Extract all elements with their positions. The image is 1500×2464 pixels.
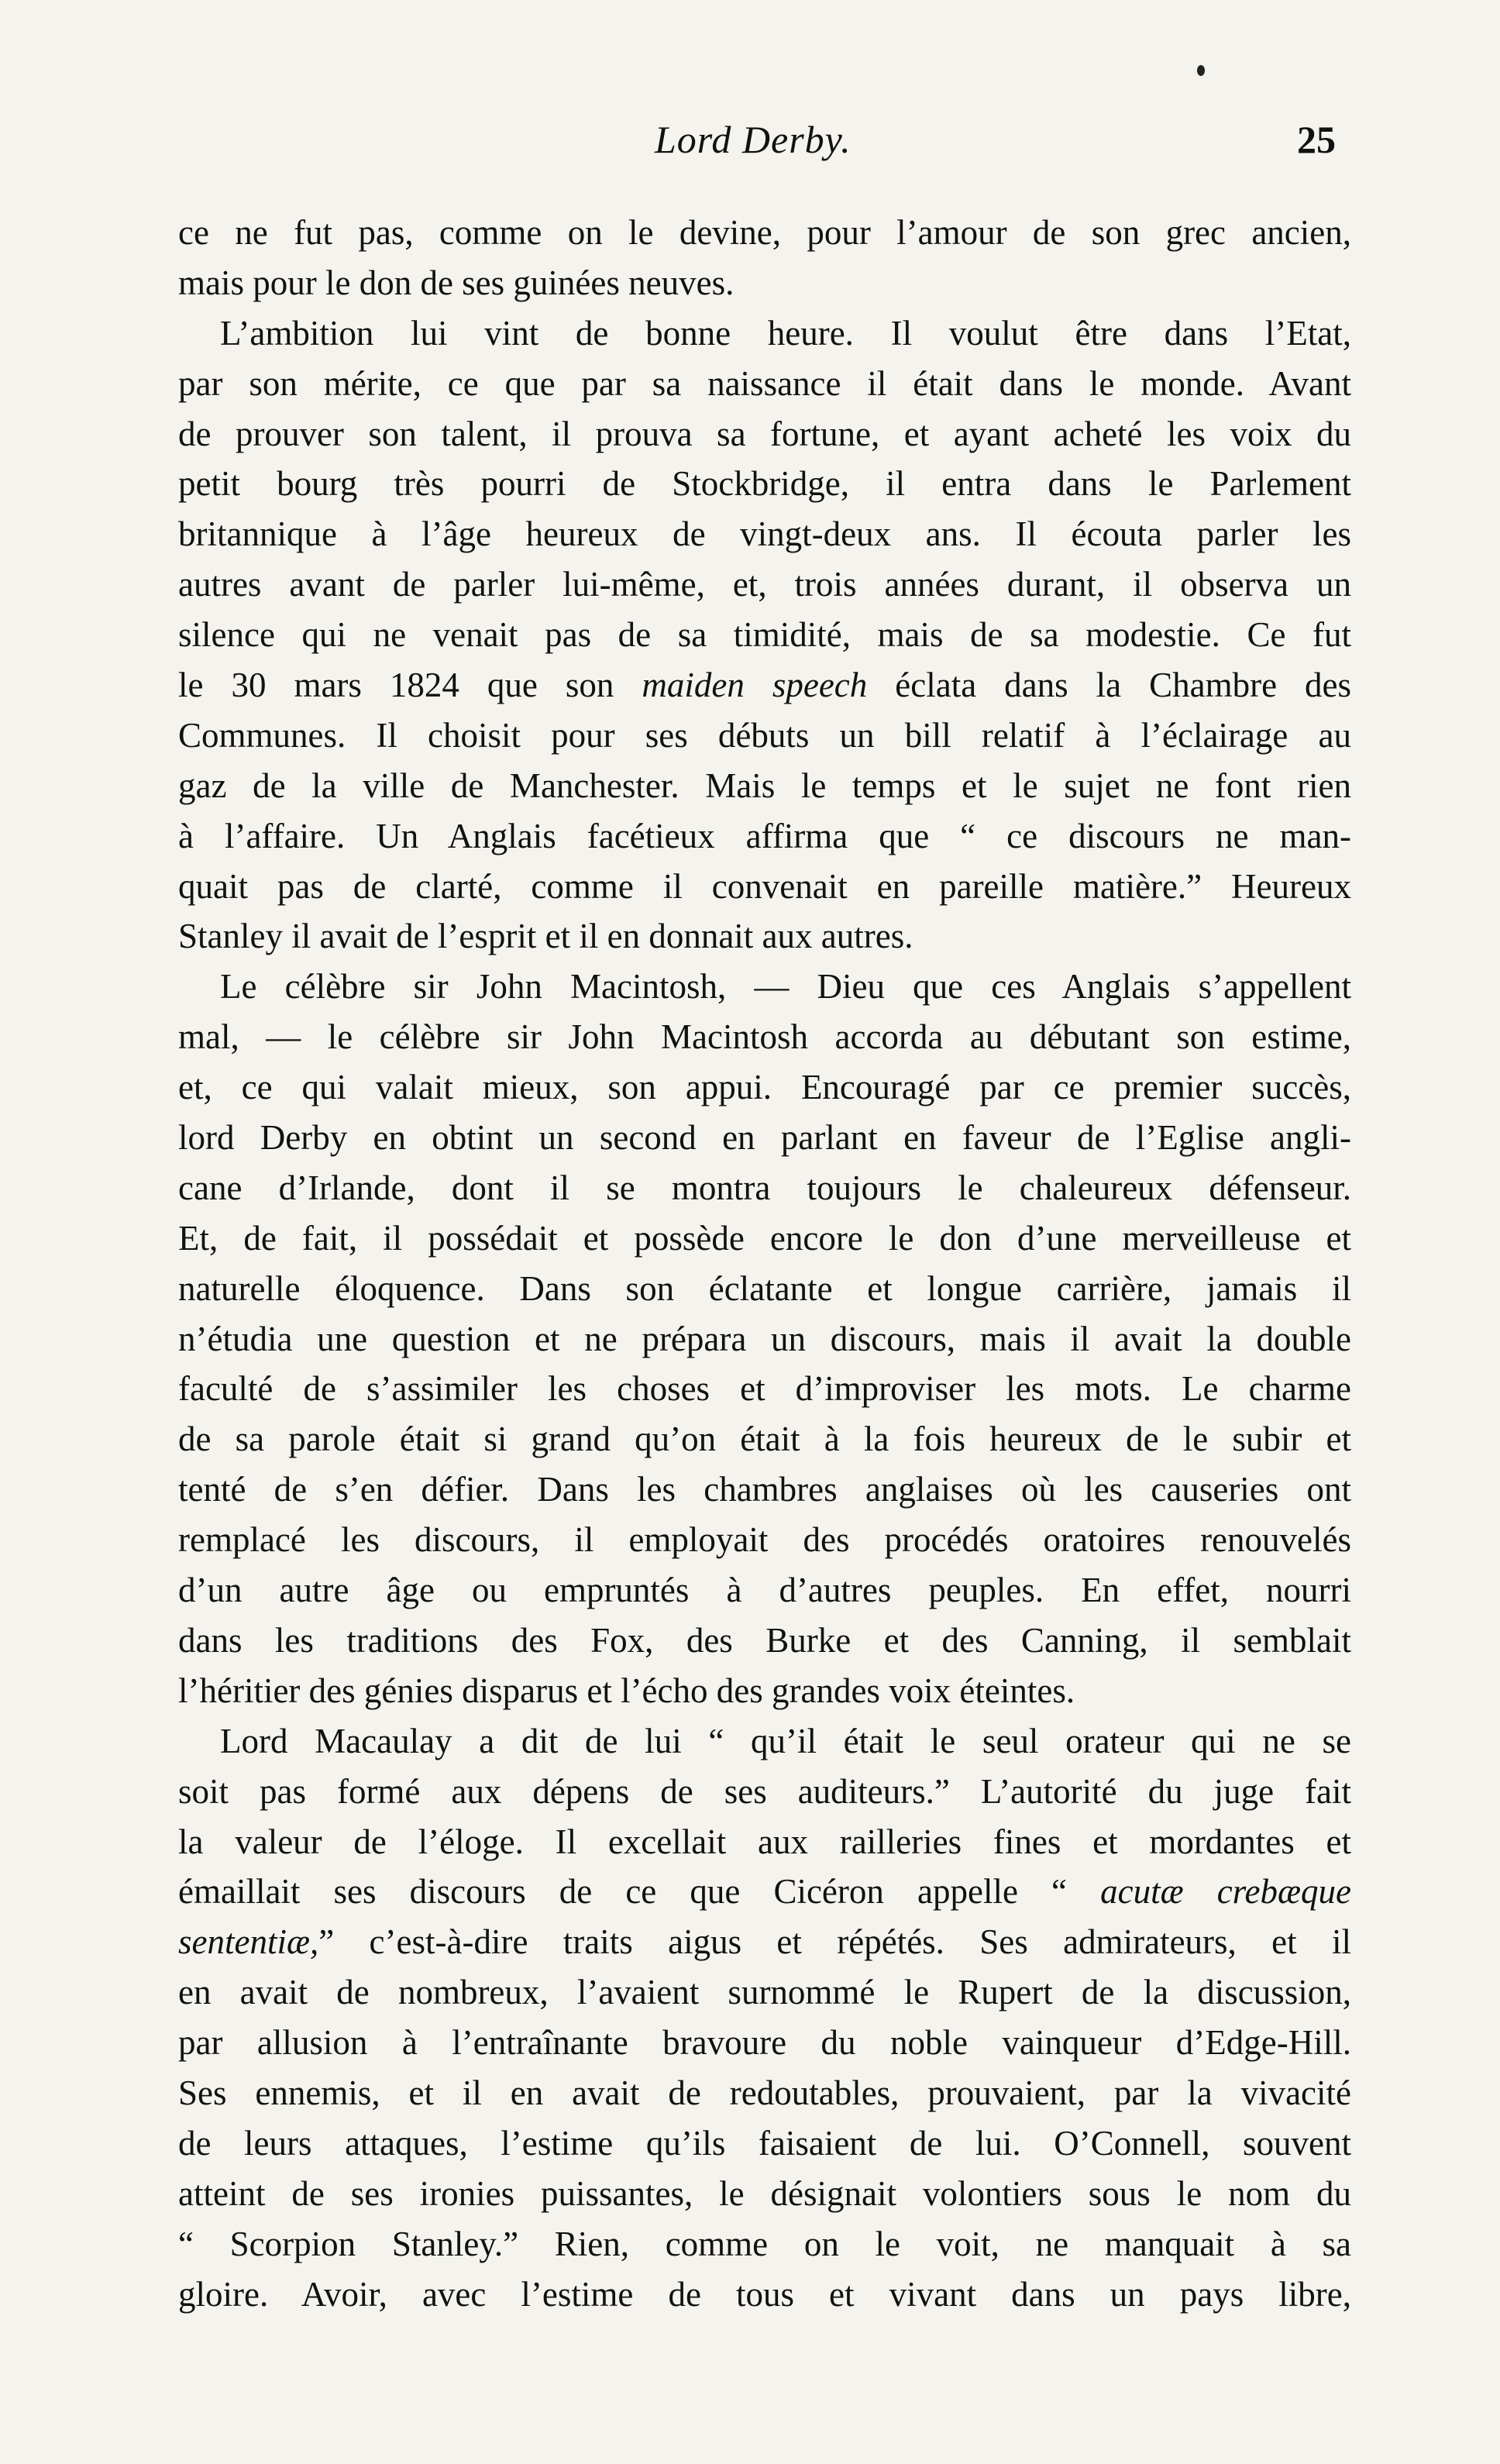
- page-header: [0, 116, 1500, 178]
- text-line: quait pas de clarté, comme il convenait en pareille matière.” Heureux: [178, 866, 1351, 906]
- text-line: [178, 660, 1351, 711]
- text-line: Le célèbre sir John Macintosh, — Dieu que ces Anglais s’appellent: [220, 967, 1351, 1007]
- text-line: gloire. Avoir, avec l’estime de tous et vivant dans un pays libre,: [178, 2274, 1351, 2314]
- text-line: cane d’Irlande, dont il se montra toujours le chaleureux défenseur.: [178, 1168, 1351, 1207]
- text-line: et, ce qui valait mieux, son appui. Encouragé par ce premier succès,: [178, 1068, 1351, 1107]
- text-line: de leurs attaques, l’estime qu’ils faisaient de lui. O’Connell, souvent: [178, 2123, 1351, 2163]
- text-line: faculté de s’assimiler les choses et d’improviser les mots. Le charme: [178, 1369, 1351, 1409]
- page-number: 25: [1297, 118, 1336, 161]
- text-run: émaillait ses discours de ce que Cicéron appelle “: [178, 1872, 1101, 1912]
- text-line: en avait de nombreux, l’avaient surnommé le Rupert de la discussion,: [178, 1973, 1351, 2012]
- text-line: de sa parole était si grand qu’on était à la fois heureux de le subir et: [178, 1420, 1351, 1459]
- text-line: autres avant de parler lui-même, et, trois années durant, il observa un: [178, 565, 1351, 604]
- text-line: Lord Macaulay a dit de lui “ qu’il était le seul orateur qui ne se: [220, 1721, 1351, 1760]
- text-line: mais pour le don de ses guinées neuves.: [178, 263, 735, 302]
- text-line: dans les traditions des Fox, des Burke et des Canning, il semblait: [178, 1620, 1351, 1660]
- text-line: L’ambition lui vint de bonne heure. Il voulut être dans l’Etat,: [220, 313, 1351, 353]
- text-line: silence qui ne venait pas de sa timidité, mais de sa modestie. Ce fut: [178, 615, 1351, 655]
- text-line: britannique à l’âge heureux de vingt-deux ans. Il écouta parler les: [178, 514, 1351, 554]
- italic-phrase: maiden speech: [642, 666, 868, 705]
- text-line: Ses ennemis, et il en avait de redoutables, prouvaient, par la vivacité: [178, 2073, 1351, 2112]
- text-run: le 30 mars 1824 que son: [178, 666, 642, 705]
- text-line: Et, de fait, il possédait et possède encore le don d’une merveilleuse et: [178, 1218, 1351, 1258]
- text-line: par son mérite, ce que par sa naissance il était dans le monde. Avant: [178, 363, 1351, 403]
- text-line: n’étudia une question et ne prépara un discours, mais il avait la double: [178, 1319, 1351, 1358]
- text-line: à l’affaire. Un Anglais facétieux affirma que “ ce discours ne man-: [178, 816, 1351, 855]
- text-line: l’héritier des génies disparus et l’écho des grandes voix éteintes.: [178, 1671, 1075, 1710]
- running-title: Lord Derby.: [655, 118, 851, 161]
- italic-phrase: acutæ crebæque: [1100, 1872, 1351, 1912]
- text-line: tenté de s’en défier. Dans les chambres anglaises où les causeries ont: [178, 1470, 1351, 1509]
- text-line: gaz de la ville de Manchester. Mais le temps et le sujet ne font rien: [178, 766, 1351, 805]
- text-run: éclata dans la Chambre des: [867, 666, 1351, 705]
- text-line: [178, 1917, 1351, 1967]
- ink-speck: [1197, 65, 1205, 76]
- text-line: par allusion à l’entraînante bravoure du noble vainqueur d’Edge-Hill.: [178, 2023, 1351, 2063]
- text-line: atteint de ses ironies puissantes, le désignait volontiers sous le nom du: [178, 2173, 1351, 2213]
- body-text: [178, 208, 1351, 2319]
- text-line: mal, — le célèbre sir John Macintosh accorda au débutant son estime,: [178, 1017, 1351, 1057]
- text-line: “ Scorpion Stanley.” Rien, comme on le voit, ne manquait à sa: [178, 2224, 1351, 2263]
- text-line: soit pas formé aux dépens de ses auditeurs.” L’autorité du juge fait: [178, 1771, 1351, 1811]
- text-line: lord Derby en obtint un second en parlant en faveur de l’Eglise angli-: [178, 1118, 1351, 1158]
- text-line: la valeur de l’éloge. Il excellait aux railleries fines et mordantes et: [178, 1822, 1351, 1861]
- text-line: remplacé les discours, il employait des procédés oratoires renouvelés: [178, 1520, 1351, 1560]
- italic-phrase: sententiæ,: [178, 1922, 319, 1962]
- text-line: Stanley il avait de l’esprit et il en donnait aux autres.: [178, 917, 913, 956]
- text-line: de prouver son talent, il prouva sa fortune, et ayant acheté les voix du: [178, 414, 1351, 453]
- text-line: petit bourg très pourri de Stockbridge, il entra dans le Parlement: [178, 464, 1351, 504]
- text-line: ce ne fut pas, comme on le devine, pour l’amour de son grec ancien,: [178, 213, 1351, 252]
- text-run: ” c’est-à-dire traits aigus et répétés. Ses admirateurs, et il: [318, 1922, 1351, 1962]
- text-line: naturelle éloquence. Dans son éclatante et longue carrière, jamais il: [178, 1268, 1351, 1308]
- text-line: [178, 1867, 1351, 1917]
- text-line: d’un autre âge ou empruntés à d’autres peuples. En effet, nourri: [178, 1571, 1351, 1610]
- text-line: Communes. Il choisit pour ses débuts un bill relatif à l’éclairage au: [178, 715, 1351, 755]
